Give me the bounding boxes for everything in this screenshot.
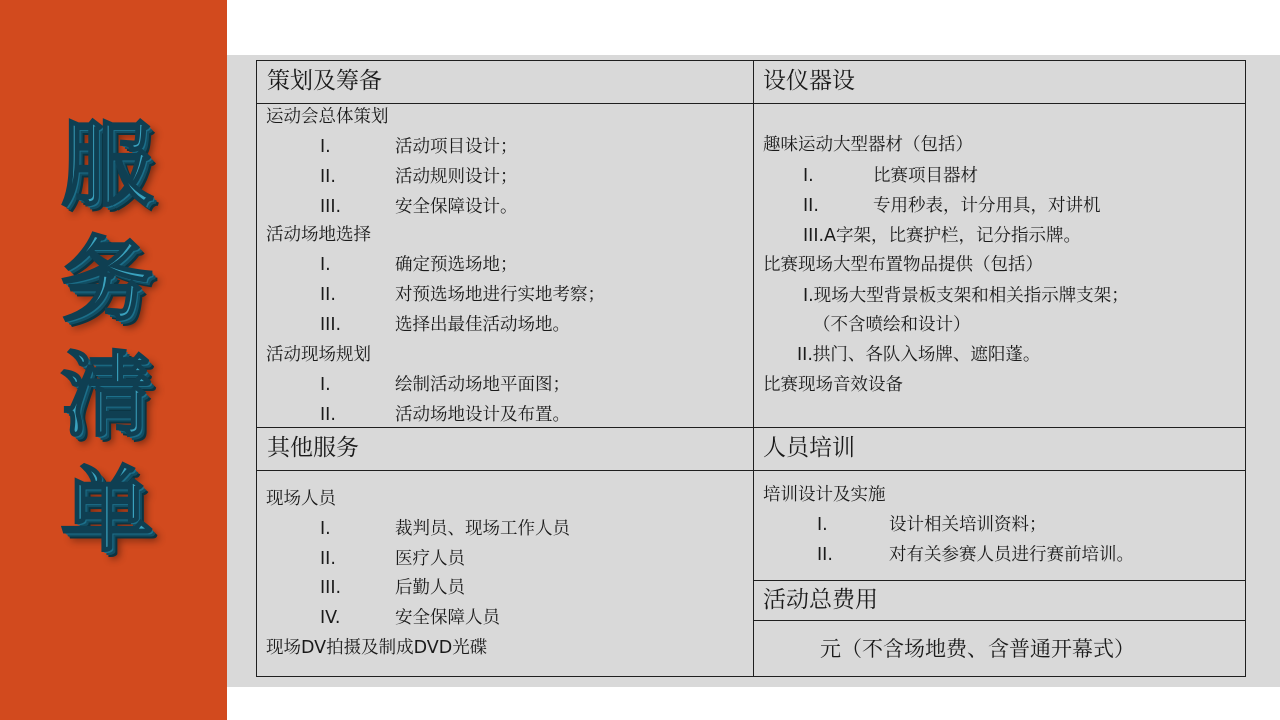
row-divider <box>257 470 753 471</box>
equipment-header: 设仪器设 <box>763 68 855 94</box>
side-banner <box>0 0 227 720</box>
list-number: I. <box>803 166 814 186</box>
row-divider <box>257 103 753 104</box>
list-number: I. <box>320 137 331 157</box>
training-header: 人员培训 <box>763 435 855 461</box>
service-table <box>256 60 1246 677</box>
row-divider <box>257 427 753 428</box>
list-item: 安全保障人员 <box>395 608 500 628</box>
equipment-line: 比赛项目器材 <box>873 166 978 186</box>
list-item: 选择出最佳活动场地。 <box>395 315 570 335</box>
equipment-line: 趣味运动大型器材（包括） <box>763 135 973 155</box>
equipment-line: （不含喷绘和设计） <box>813 315 971 335</box>
planning-group-title: 活动现场规划 <box>266 345 371 365</box>
list-item: 对预选场地进行实地考察； <box>395 285 605 305</box>
list-item: 设计相关培训资料； <box>889 515 1047 535</box>
equipment-line: II.拱门、各队入场牌、遮阳蓬。 <box>797 345 1041 365</box>
list-number: III. <box>320 197 342 217</box>
list-item: 后勤人员 <box>395 578 465 598</box>
other-footer: 现场DV拍摄及制成DVD光碟 <box>266 638 488 658</box>
list-number: IV. <box>320 608 341 628</box>
list-number: I. <box>320 519 331 539</box>
row-divider <box>753 580 1245 581</box>
equipment-line: I.现场大型背景板支架和相关指示牌支架； <box>803 286 1129 306</box>
equipment-line: 专用秒表，计分用具，对讲机 <box>873 196 1101 216</box>
list-number: I. <box>817 515 828 535</box>
planning-group-title: 运动会总体策划 <box>266 107 389 127</box>
title-char-3: 清 <box>60 342 153 449</box>
list-item: 活动规则设计； <box>395 167 518 187</box>
list-number: II. <box>320 167 336 187</box>
list-number: I. <box>320 255 331 275</box>
list-number: III. <box>320 315 342 335</box>
equipment-line: 比赛现场音效设备 <box>763 375 903 395</box>
list-item: 确定预选场地； <box>395 255 518 275</box>
planning-header: 策划及筹备 <box>267 68 382 94</box>
list-item: 裁判员、现场工作人员 <box>395 519 570 539</box>
list-item: 医疗人员 <box>395 549 465 569</box>
list-number: I. <box>320 375 331 395</box>
list-number: II. <box>817 545 833 565</box>
row-divider <box>753 470 1245 471</box>
list-number: II. <box>320 405 336 425</box>
title-char-2: 务 <box>60 227 153 334</box>
column-divider <box>753 61 754 676</box>
list-item: 安全保障设计。 <box>395 197 518 217</box>
list-number: II. <box>320 549 336 569</box>
cost-value: 元（不含场地费、含普通开幕式） <box>820 637 1135 661</box>
other-group-title: 现场人员 <box>266 489 336 509</box>
planning-group-title: 活动场地选择 <box>266 225 371 245</box>
training-group-title: 培训设计及实施 <box>763 485 886 505</box>
list-number: II. <box>803 196 819 216</box>
equipment-line: 比赛现场大型布置物品提供（包括） <box>763 255 1043 275</box>
list-number: III. <box>320 578 342 598</box>
other-header: 其他服务 <box>267 435 359 461</box>
list-item: 活动项目设计； <box>395 137 518 157</box>
list-item: 对有关参赛人员进行赛前培训。 <box>889 545 1134 565</box>
list-number: II. <box>320 285 336 305</box>
title-char-4: 单 <box>60 457 153 564</box>
cost-header: 活动总费用 <box>763 587 878 613</box>
row-divider <box>753 427 1245 428</box>
row-divider <box>753 103 1245 104</box>
list-item: 活动场地设计及布置。 <box>395 405 570 425</box>
list-item: 绘制活动场地平面图； <box>395 375 570 395</box>
equipment-line: III.A字架，比赛护栏，记分指示牌。 <box>803 226 1082 246</box>
row-divider <box>753 620 1245 621</box>
title-char-1: 服 <box>60 112 153 219</box>
